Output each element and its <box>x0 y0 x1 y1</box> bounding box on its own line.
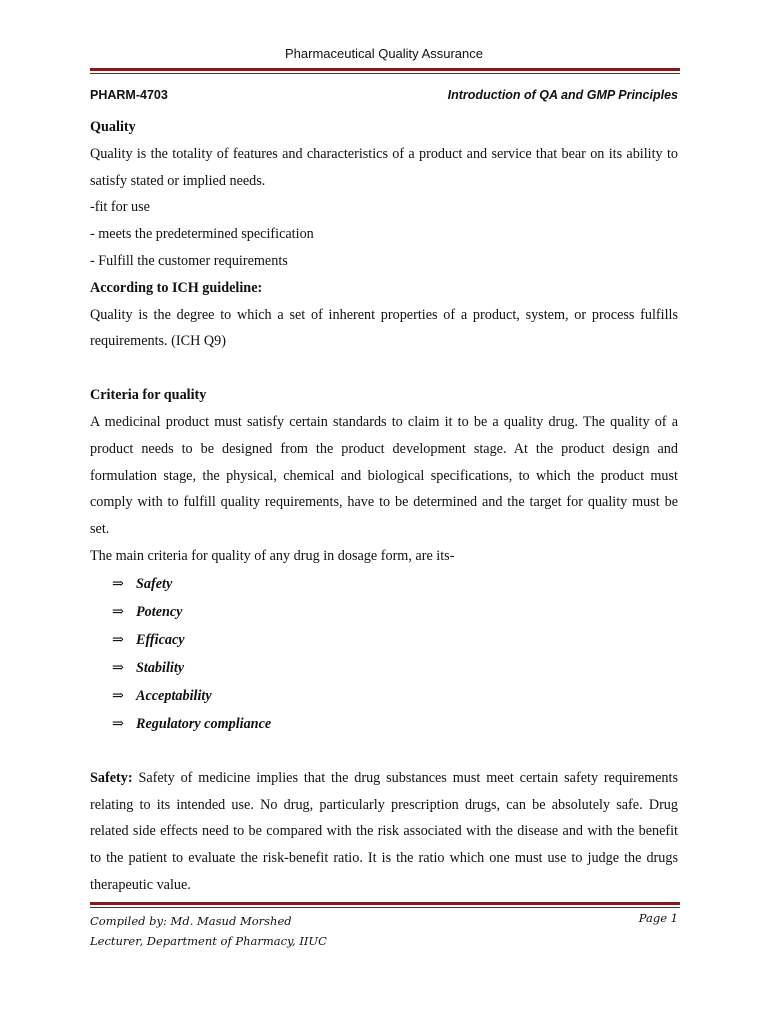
arrow-icon: ⇒ <box>112 603 124 620</box>
footer-credits <box>90 911 327 951</box>
list-item-label: Efficacy <box>136 631 185 648</box>
list-item <box>90 654 678 682</box>
list-item-label: Acceptability <box>136 687 212 704</box>
quality-point: - meets the predetermined specification <box>90 226 314 243</box>
quality-point: -fit for use <box>90 199 150 216</box>
spacer <box>90 355 678 382</box>
list-item-label: Safety <box>136 575 173 592</box>
header-rule-thin <box>90 73 680 74</box>
arrow-icon: ⇒ <box>112 575 124 592</box>
header-title: Pharmaceutical Quality Assurance <box>285 46 483 61</box>
footer-rule-thick <box>90 902 680 905</box>
quality-point: - Fulfill the customer requirements <box>90 252 288 269</box>
list-item-label: Potency <box>136 603 183 620</box>
criteria-heading: Criteria for quality <box>90 387 207 404</box>
criteria-intro: The main criteria for quality of any drug in dosage form, are its- <box>90 547 455 564</box>
affiliation: Lecturer, Department of Pharmacy, IIUC <box>90 934 327 948</box>
main-content <box>90 114 678 899</box>
course-code: PHARM-4703 <box>90 88 168 102</box>
list-item-label: Stability <box>136 659 185 676</box>
list-item <box>90 682 678 710</box>
ich-definition: Quality is the degree to which a set of inherent properties of a product, system, or process fulfills requirements. (ICH Q9) <box>90 306 678 350</box>
safety-label: Safety: <box>90 769 133 786</box>
footer-rule-thin <box>90 907 680 908</box>
course-title: Introduction of QA and GMP Principles <box>447 88 678 102</box>
spacer <box>90 738 678 765</box>
safety-paragraph <box>90 765 678 899</box>
arrow-icon: ⇒ <box>112 659 124 676</box>
list-item <box>90 710 678 738</box>
compiled-by: Compiled by: Md. Masud Morshed <box>90 914 292 928</box>
list-item <box>90 598 678 626</box>
page-number: Page 1 <box>638 911 678 925</box>
arrow-icon: ⇒ <box>112 687 124 704</box>
list-item <box>90 626 678 654</box>
quality-heading: Quality <box>90 119 136 135</box>
header-rule-thick <box>90 68 680 71</box>
arrow-icon: ⇒ <box>112 631 124 648</box>
safety-text: Safety of medicine implies that the drug substances must meet certain safety requirements relating to its intended use. No drug, particularly prescription drugs, can be absolutely safe. Drug related side effects need to be compared with the risk associated with the disease and with the benefit to the patient to evaluate the risk-benefit ratio. It is the ratio which one must use to judge the drugs therapeutic value. <box>90 769 678 893</box>
criteria-paragraph: A medicinal product must satisfy certain standards to claim it to be a quality drug. The quality of a product needs to be designed from the product development stage. At the product design and formulation stage, the physical, chemical and biological specifications, to which the product must comply with to fulfill quality requirements, have to be determined and the target for quality must be set. <box>90 413 678 538</box>
list-item-label: Regulatory compliance <box>136 715 272 732</box>
arrow-icon: ⇒ <box>112 715 124 732</box>
list-item <box>90 570 678 598</box>
ich-heading: According to ICH guideline: <box>90 279 263 296</box>
quality-definition: Quality is the totality of features and characteristics of a product and service that bear on its ability to satisfy stated or implied needs. <box>90 145 678 189</box>
criteria-list <box>90 570 678 738</box>
